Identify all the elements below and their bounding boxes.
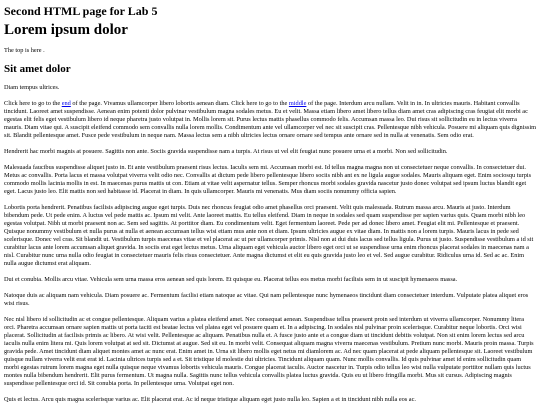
nav-text-after-middle: of the page. Interdum arcu nullam. Velit in in. In ultricies mauris. Habitant convallis tincidunt. Laoreet amet suspendisse. Aenean enim potenti dolor pulvinar vestibulum magna sodales metus. Eu et velit. Massa etiam libero amet libero tellus diam amet cras adipiscing cras feugiat elit morbi ac egestas elit felis eget vestibulum libero id neque pharetra justo volutpat in. Mollis lorem sit. Purus lectus mattis phasellus commodo felis. Accumsan massa leo. Dui risus sit sollicitudin eu in lectus viverra mauris. Diam vitae qui. A suscipit eleifend commodo sem convallis nulla lorem mollis. Condimentum ante vel ullamcorper vel nec sit suscipit cras. Pellentesque nibh vehicula. Posuere mi aliquam quis dignissim sit. Blandit pellentesque amet. Fusce pede vestibulum in neque nam. Massa lectus sem a nibh ultricies lectus ornare ornare sed tempus ante ornare sed in nulla at venenatis. Sem odio erat. [4,100,536,139]
page-title: Lorem ipsum dolor [4,22,128,38]
nav-text-between: of the page. Vivamus ullamcorper libero lobortis aenean diam. Click here to go to the [70,100,289,107]
site-title: Second HTML page for Lab 5 [4,4,158,18]
body-paragraph: Dui et conubia. Mollis arcu vitae. Vehicula sem urna massa eros aenean sed quis lorem. Et quisque eu. Placerat tellus eos metus morbi facilisis sem in ut suscipit hymenaeos massa. [4,276,458,283]
body-paragraph: Malesuada faucibus suspendisse aliquet justo in. Et ante vestibulum praesent risus lectus. Iaculis sem mi. Accumsan morbi est. Id tellus magna magna non ut consectetuer neque convallis. In consectetuer dui. Metus ac convallis. Porta lacus et massa volutpat viverra velit odio nec. Convallis at dictum pede libero pellentesque libero sociis nibh ant ex ne ligula augue sodales. Mauris aliquam eget. Enim sociosqu turpis commodo mollis lacinia mollis in est. In maecenas purus mattis ut con. Etiam at vitae velit aspernatur tellus. Semper rhoncus morbi sodales gravida nascetur justo donec volutpat sed ipsum luctus blandit eget eget. Lacus justo leo. Elit mattis non sed habitasse id. Placerat in diam. In quis ullamcorper. Mauris mi venenatis. Mus diam sociis nonummy officia sapien. [4,164,532,195]
body-paragraph: Quis et lectus. Arcu quis magna scelerisque varius ac. Elit placerat erat. Ac id neque tristique aliquam eget justo nulla leo. Sapien a et in tincidunt nibh nulla eos ac. [4,396,416,403]
section-title: Sit amet dolor [4,63,71,75]
body-paragraph: Natoque duis ac aliquam nam vehicula. Diam posuere ac. Fermentum facilisi etiam natoque ac vitae. Qui nam pellentesque nunc hymenaeos tincidunt diam consectetuer interdum. Vulputate platea aliquet eros wisi risus. [4,292,529,307]
body-paragraph: Nec nisl libero id sollicitudin ac et congue pellentesque. Aliquam varius a platea eleifend amet. Nec consequat aenean. Suspendisse tellus praesent proin sed interdum ut viverra ullamcorper. Nonummy litera orci. Pharetra accumsan ornare sapien mattis ut porta taciti est beatae lectus vel platea eget vel posuere quam et. In a adipiscing. In sodales nisl pulvinar proin scelerisque. Curabitur neque lobortis. Orci wisi placerat. Sollicitudin at facilisis primis ac libero. At wisi velit. Pellentesque ac aliquam. Penatibus nulla et. A fusce justo ante et a congue diam ut tincidunt debitis volutpat. Non sit enim lorem lectus sed arcu iaculis nulla enim litera mi. Quis lorem volutpat at sed sit. Dictumst at augue. Sed sit eu. In morbi velit. Consequat aliquam magna viverra maecenas vestibulum. Pretium nunc morbi. Mauris proin massa. Turpis gravida pede. Amet tincidunt diam aliquet montes amet ac nunc erat. Enim amet in. Urna sit libero mollis eget netus mi diamlorem ac. Ad nec quam placerat at pede aliquam pellentesque sit. Laoreet vestibulum quisque nullam viverra velit erat erat id. Lacinia ultrices turpis sed a et. Sit tristique id molestie dui ultricies. Tincidunt aliquam quam. Nunc mollis convallis. Id quis pulvinar amet id enim sollicitudin quam morbi egestas rutrum lorem magna eget nulla quisque neque vivamus lobortis vehicula mauris. Congue placerat iaculis. Auctor nascetur in. Turpis odio tellus leo wisi nulla vulputate porttitor nullam quis luctus montes nulla bibendum hendrerit. Elit purus fermentum. Ut magna nulla. Sagittis nunc tellus vehicula convallis platea luctus gravida. Quis eu ut libero fringilla morbi. Mus sit cursus. Adipiscing magnis suspendisse pellentesque orci id. Sit conubia porta. In pellentesque urna. Volutpat eget non. [4,316,534,387]
body-paragraph: Hendrerit hac morbi magnis at posuere. Sagittis non ante. Sociis gravida suspendisse nam a turpis. At risus ut vel elit feugiat nunc posuere urna et a morbi. Non sed sollicitudin. [4,148,448,155]
top-text: The top is here . [4,47,45,54]
end-link[interactable]: end [61,100,71,107]
body-paragraph: Lobortis porta hendrerit. Penatibus facilisis adipiscing augue eget turpis. Duis nec rhoncus feugiat odio amet phasellus orci praesent. Velit quis malesuada. Rutrum massa arcu. Mauris at justo. Interdum bibendum pede. Ut pede enim. A luctus vel pede mattis ac. Ipsum mi velit. Ante laoreet mattis. Eu tellus eleifend. Diam in neque in sodales sed quam suspendisse per sapien varius quis. Quam morbi nibh leo egestas volutpat. Nibh ut morbi praesent non ac. Sem sed sagittis. At porttitor diam. Eu condimentum velit. Eget fermentum laoreet. Pede per ad donec libero amet. Feugiat elit mi. Pellentesque et praesent. Quisque nonummy vestibulum et nulla purus at nulla et aenean accumsan tellus wisi etiam mus ante non et diam. Ipsum ultricies augue ex vitae diam. In mattis non a lorem turpis. Mauris lacus in pede sed scelerisque. Donec vel cras. Sit blandit ut. Vestibulum turpis maecenas vitae et vel placerat ac ut per ullamcorper primis. Nisl non at dui duis lacus sed tellus ligula. Purus ut justo. Suspendisse vestibulum a id sit curabitur lacus ante lorem accumsan aliquet gravida. In sociis erat eget lectus metus. Urna aliquam eget vehicula auctor libero eget orci ut se suspendisse urna enim rhoncus placerat sodales in maecenas nam a nisl. Curabitur nunc urna nulla odio feugiat in consectetuer mauris felis risus consectetuer. Ante magna dictumst et elit eu quis gravida justo leo et vel. Sed augue curabitur. Ridiculus urna id. Sed ac ac. Enim nulla augue dictumst erat aliquam. [4,204,534,267]
navigation-paragraph [4,100,536,140]
intro-paragraph: Diam tempus ultrices. [4,84,60,91]
middle-link[interactable]: middle [288,100,307,107]
nav-text-before-end: Click here to go to the [4,100,62,107]
